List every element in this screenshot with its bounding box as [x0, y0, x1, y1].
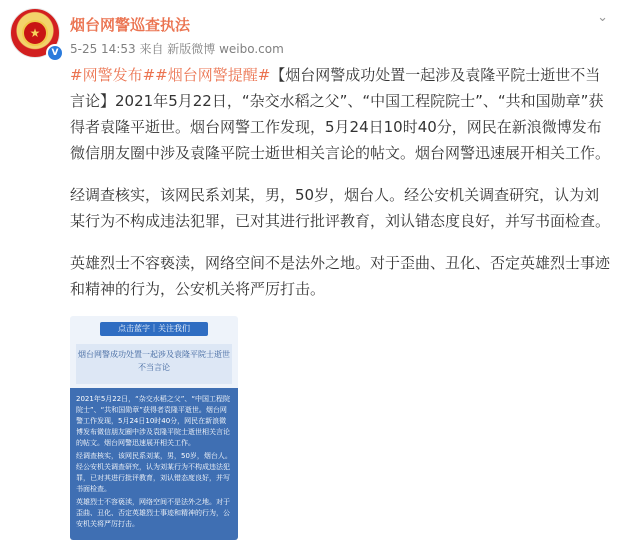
topic-link-2[interactable]: #烟台网警提醒#	[155, 66, 271, 84]
post-image[interactable]	[70, 316, 238, 540]
post-paragraph-2: 经调查核实，该网民系刘某，男，50岁，烟台人。经公安机关调查研究，认为刘某行为不构成违法犯罪，已对其进行批评教育，刘认错态度良好，并写书面检查。	[70, 186, 611, 230]
police-emblem-icon: ★	[22, 20, 48, 46]
topic-link-1[interactable]: #网警发布#	[70, 66, 156, 84]
post-paragraph-3: 英雄烈士不容亵渎，网络空间不是法外之地。对于歪曲、丑化、否定英雄烈士事迹和精神的行为，公安机关将严厉打击。	[70, 254, 611, 298]
verified-badge-icon: V	[46, 44, 64, 62]
image-follow-bar: 点击蓝字｜关注我们	[100, 322, 208, 336]
image-paragraph-3: 英雄烈士不容亵渎，网络空间不是法外之地。对于歪曲、丑化、否定英雄烈士事迹和精神的行为，公安机关将严厉打击。	[76, 498, 230, 528]
image-paragraph-1: 2021年5月22日，“杂交水稻之父”、“中国工程院院士”、“共和国勋章”获得者袁隆平逝世。烟台网警工作发现，5月24日10时40分，网民在新浪微博发布微信朋友圈中涉及袁隆平院士逝世相关言论的帖文。烟台网警迅速展开相关工作。	[76, 395, 231, 447]
image-heading: 烟台网警成功处置一起涉及袁隆平院士逝世不当言论	[76, 344, 232, 384]
username-link[interactable]: 烟台网警巡查执法	[70, 16, 191, 34]
post-paragraph-1: 2021年5月22日，“杂交水稻之父”、“中国工程院院士”、“共和国勋章”获得者袁隆平逝世。烟台网警工作发现，5月24日10时40分，网民在新浪微博发布微信朋友圈中涉及袁隆平院士逝世相关言论的帖文。烟台网警迅速展开相关工作。	[70, 92, 611, 162]
image-body	[70, 388, 238, 540]
post-meta: 5-25 14:53 来自 新版微博 weibo.com	[70, 42, 284, 56]
post-text	[70, 62, 610, 302]
chevron-down-icon[interactable]: ⌄	[597, 10, 608, 25]
post-title: 【烟台网警成功处置一起涉及袁隆平院士逝世不当言论】	[70, 66, 601, 110]
image-paragraph-2: 经调查核实，该网民系刘某，男，50岁，烟台人。经公安机关调查研究，认为刘某行为不构成违法犯罪，已对其进行批评教育，刘认错态度良好，并写书面检查。	[76, 452, 232, 493]
